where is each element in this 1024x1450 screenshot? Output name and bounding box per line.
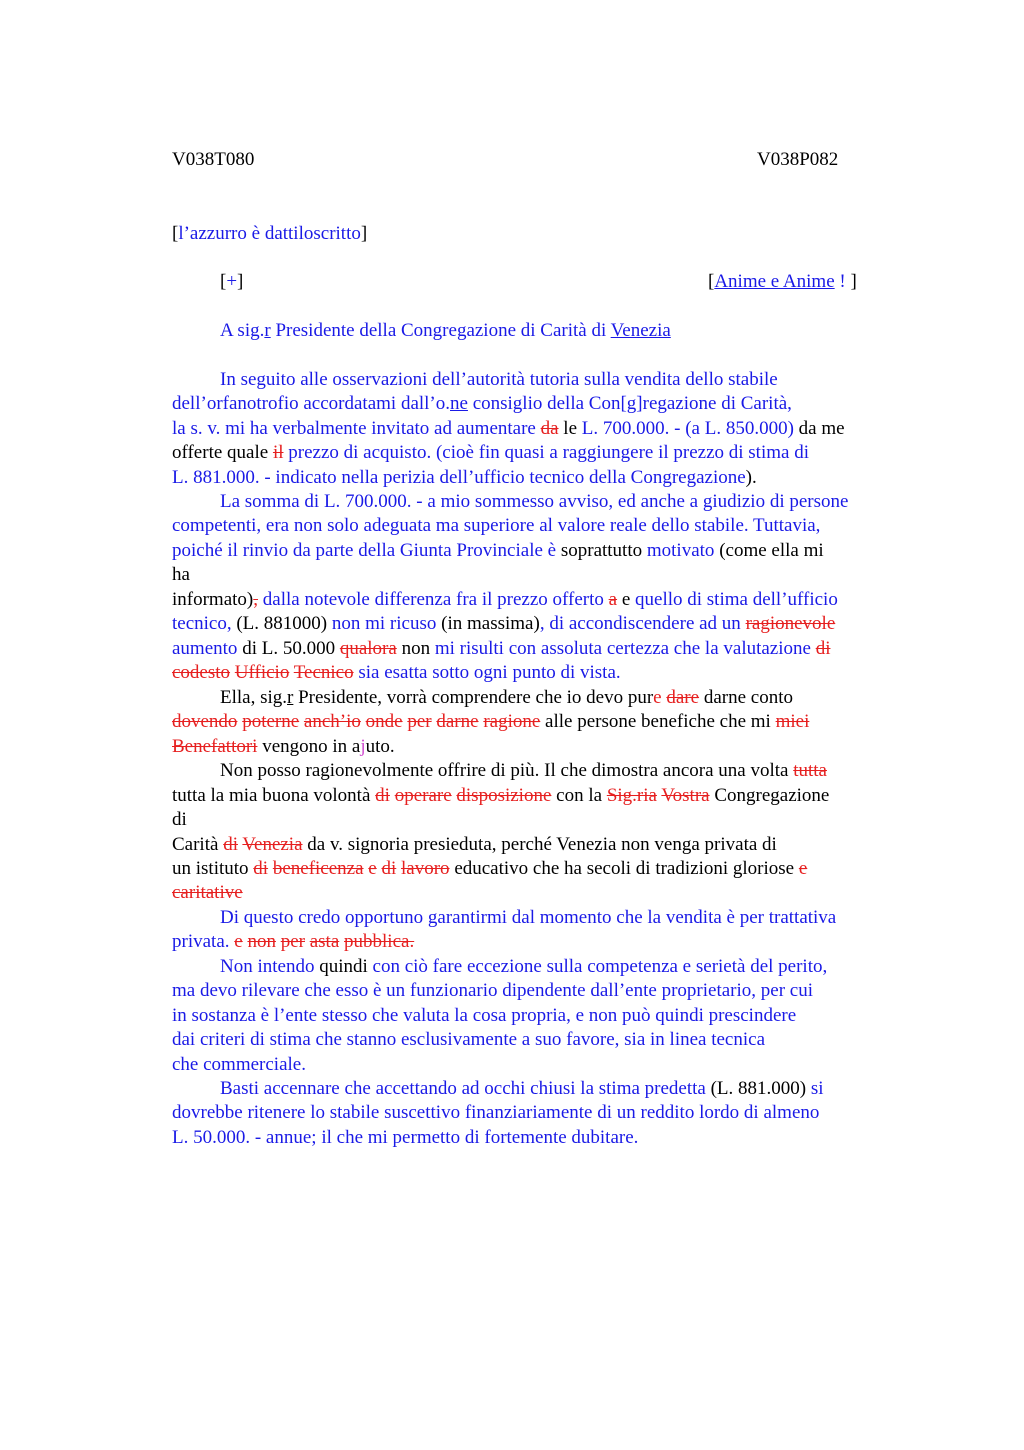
text-line: Benefattori vengono in ajuto.: [172, 736, 395, 757]
text-line: L. 881.000. - indicato nella perizia dell’ufficio tecnico della Congregazione).: [172, 467, 757, 488]
text-line: Di questo credo opportuno garantirmi dal momento che la vendita è per trattativa: [220, 907, 837, 928]
text-line: tutta la mia buona volontà di operare disposizione con la Sig.ria Vostra Congregazione: [172, 785, 830, 806]
text-line: offerte quale il prezzo di acquisto. (cioè fin quasi a raggiungere il prezzo di stima di: [172, 442, 809, 463]
text-line: ha: [172, 564, 190, 585]
text-line: competenti, era non solo adeguata ma superiore al valore reale dello stabile. Tuttavia,: [172, 515, 821, 536]
text-line: tecnico, (L. 881000) non mi ricuso (in massima), di accondiscendere ad un ragionevole: [172, 613, 836, 634]
text-line: dai criteri di stima che stanno esclusivamente a suo favore, sia in linea tecnica: [172, 1029, 765, 1050]
address-line: A sig.r Presidente della Congregazione di Carità di Venezia: [220, 320, 671, 341]
text-line: informato), dalla notevole differenza fra il prezzo offerto a e quello di stima dell’ufficio: [172, 589, 838, 610]
text-line: poiché il rinvio da parte della Giunta Provinciale è soprattutto motivato (come ella mi: [172, 540, 824, 561]
text-line: in sostanza è l’ente stesso che valuta la cosa propria, e non può quindi prescindere: [172, 1005, 797, 1026]
anime-note: [Anime e Anime ! ]: [708, 271, 857, 292]
plus-mark: [+]: [220, 271, 244, 292]
text-line: codesto Ufficio Tecnico sia esatta sotto ogni punto di vista.: [172, 662, 621, 683]
text-line: Non intendo quindi con ciò fare eccezione sulla competenza e serietà del perito,: [220, 956, 828, 977]
text-line: Ella, sig.r Presidente, vorrà comprendere che io devo pure dare darne conto: [220, 687, 793, 708]
text-line: dovendo poterne anch’io onde per darne ragione alle persone benefiche che mi miei: [172, 711, 810, 732]
text-line: L. 50.000. - annue; il che mi permetto di fortemente dubitare.: [172, 1127, 639, 1148]
text-line: di: [172, 809, 187, 830]
text-line: la s. v. mi ha verbalmente invitato ad aumentare da le L. 700.000. - (a L. 850.000) da me: [172, 418, 845, 439]
text-line: Basti accennare che accettando ad occhi chiusi la stima predetta (L. 881.000) si: [220, 1078, 824, 1099]
text-line: Non posso ragionevolmente offrire di più. Il che dimostra ancora una volta tutta: [220, 760, 827, 781]
text-line: aumento di L. 50.000 qualora non mi risulti con assoluta certezza che la valutazione di: [172, 638, 831, 659]
document-code-left: V038T080: [172, 149, 255, 170]
text-line: un istituto di beneficenza e di lavoro educativo che ha secoli di tradizioni gloriose e: [172, 858, 808, 879]
text-line: ma devo rilevare che esso è un funzionario dipendente dall’ente proprietario, per cui: [172, 980, 813, 1001]
text-line: che commerciale.: [172, 1054, 306, 1075]
text-line: Carità di Venezia da v. signoria presieduta, perché Venezia non venga privata di: [172, 834, 777, 855]
transcription-note: [l’azzurro è dattiloscritto]: [172, 223, 368, 244]
text-line: La somma di L. 700.000. - a mio sommesso avviso, ed anche a giudizio di persone: [220, 491, 849, 512]
document-code-right: V038P082: [757, 149, 839, 170]
text-line: dovrebbe ritenere lo stabile suscettivo finanziariamente di un reddito lordo di almeno: [172, 1102, 820, 1123]
text-line: privata. e non per asta pubblica.: [172, 931, 415, 952]
text-line: caritative: [172, 882, 243, 903]
text-line: dell’orfanotrofio accordatami dall’o.ne consiglio della Con[g]regazione di Carità,: [172, 393, 792, 414]
text-line: In seguito alle osservazioni dell’autorità tutoria sulla vendita dello stabile: [220, 369, 778, 390]
